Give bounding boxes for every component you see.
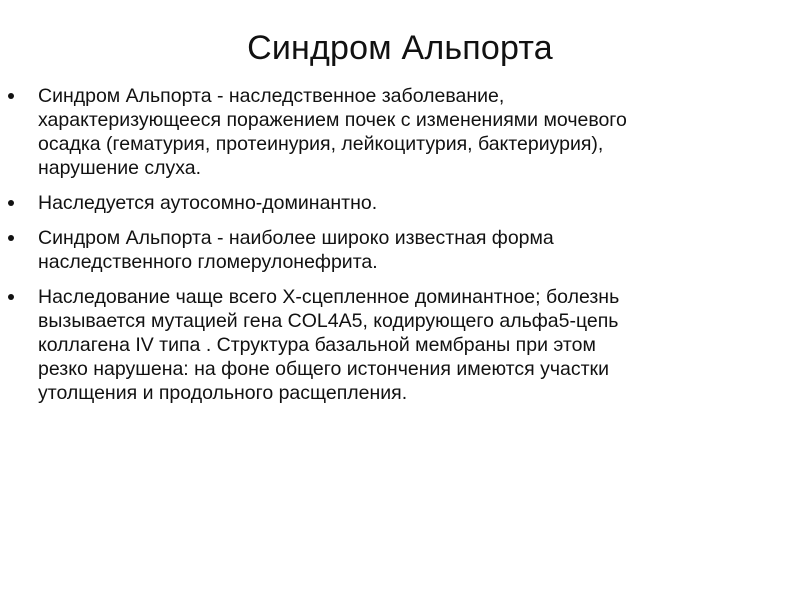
bullet-line: коллагена IV типа . Структура базальной мембраны при этом <box>38 334 596 356</box>
bullet-dot-icon <box>8 235 14 241</box>
bullet-dot-icon <box>8 93 14 99</box>
bullet-line: утолщения и продольного расщепления. <box>38 382 408 404</box>
bullet-line: резко нарушена: на фоне общего истончения имеются участки <box>38 358 609 380</box>
bullet-line: характеризующееся поражением почек с изменениями мочевого <box>38 109 627 131</box>
bullet-item <box>0 191 800 215</box>
bullet-line: Синдром Альпорта - наиболее широко известная форма <box>38 227 554 249</box>
bullet-item <box>0 84 800 180</box>
bullet-dot-icon <box>8 294 14 300</box>
bullet-dot-icon <box>8 200 14 206</box>
bullet-line: наследственного гломерулонефрита. <box>38 251 378 273</box>
bullet-line: Наследование чаще всего X-сцепленное доминантное; болезнь <box>38 286 620 308</box>
bullet-item <box>0 226 800 274</box>
bullet-line: вызывается мутацией гена COL4A5, кодирующего альфа5-цепь <box>38 310 619 332</box>
bullet-line: Синдром Альпорта - наследственное заболевание, <box>38 85 505 107</box>
slide-title: Синдром Альпорта <box>247 29 553 67</box>
bullet-item <box>0 285 800 405</box>
bullet-line: нарушение слуха. <box>38 157 202 179</box>
bullet-list <box>0 84 800 416</box>
bullet-line: осадка (гематурия, протеинурия, лейкоцитурия, бактериурия), <box>38 133 604 155</box>
bullet-line: Наследуется аутосомно-доминантно. <box>38 192 378 214</box>
